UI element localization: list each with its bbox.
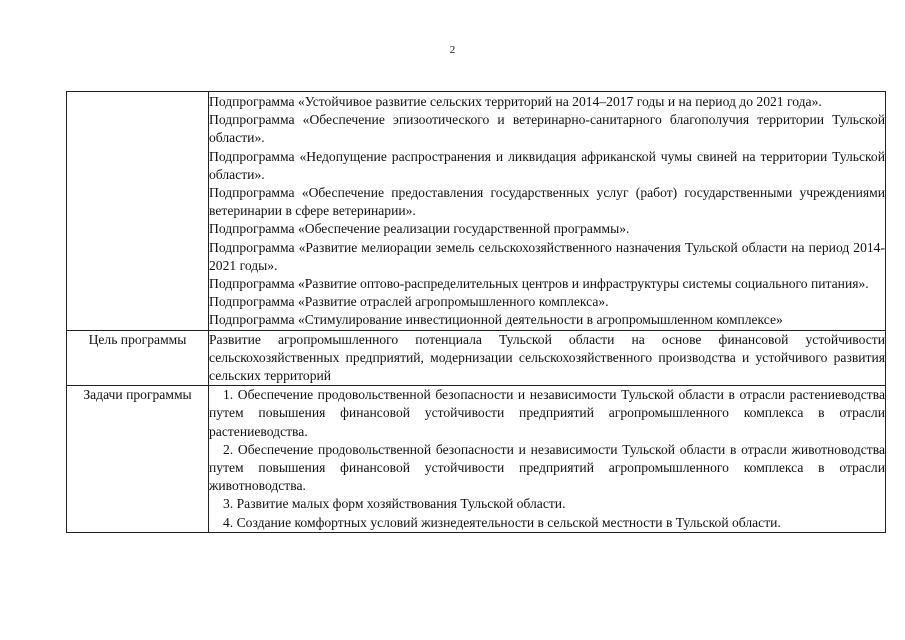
program-passport-table (66, 91, 886, 533)
row-label-subprograms (67, 92, 209, 331)
task-item: 3. Развитие малых форм хозяйствования Тульской области. (223, 496, 566, 512)
tasks-cell (209, 386, 886, 533)
subprogram-item: Подпрограмма «Устойчивое развитие сельских территорий на 2014–2017 годы и на период до 2021 года». (209, 94, 822, 109)
subprogram-item: Подпрограмма «Развитие мелиорации земель сельскохозяйственного назначения Тульской области на период 2014-2021 годы». (209, 239, 885, 273)
page-number: 2 (449, 44, 456, 56)
subprogram-item: Подпрограмма «Обеспечение реализации государственной программы». (209, 221, 630, 237)
task-item: 2. Обеспечение продовольственной безопасности и независимости Тульской области в отрасли животноводства путем повышения финансовой устойчивости предприятий агропромышленного комплекса в отрасли животноводства. (209, 441, 885, 494)
table-row-goal (67, 330, 886, 386)
task-item: 1. Обеспечение продовольственной безопасности и независимости Тульской области в отрасли растениеводства путем повышения финансовой устойчивости предприятий агропромышленного комплекса в отрасли растениеводства. (209, 387, 885, 439)
subprogram-item: Подпрограмма «Недопущение распространения и ликвидация африканской чумы свиней на территории Тульской области». (209, 148, 885, 182)
subprogram-item: Подпрограмма «Обеспечение предоставления государственных услуг (работ) государственными учреждениями ветеринарии в сфере ветеринарии». (209, 185, 885, 219)
subprograms-cell (209, 92, 886, 331)
row-label-tasks: Задачи программы (67, 386, 209, 533)
row-label-goal: Цель программы (67, 330, 209, 386)
table-row-subprograms (67, 92, 886, 331)
goal-cell (209, 330, 886, 386)
subprogram-item: Подпрограмма «Развитие оптово-распределительных центров и инфраструктуры системы социального питания». (209, 276, 869, 292)
task-item: 4. Создание комфортных условий жизнедеятельности в сельской местности в Тульской области. (223, 514, 781, 530)
table-row-tasks (67, 386, 886, 533)
goal-text: Развитие агропромышленного потенциала Тульской области на основе финансовой устойчивости сельскохозяйственных предприятий, модернизации сельскохозяйственного производства и устойчивого развития сельских территорий (209, 331, 885, 384)
subprogram-item: Подпрограмма «Обеспечение эпизоотического и ветеринарно-санитарного благополучия территории Тульской области». (209, 112, 885, 146)
subprogram-item: Подпрограмма «Развитие отраслей агропромышленного комплекса». (209, 294, 609, 310)
subprogram-item: Подпрограмма «Стимулирование инвестиционной деятельности в агропромышленном комплексе» (209, 312, 783, 328)
